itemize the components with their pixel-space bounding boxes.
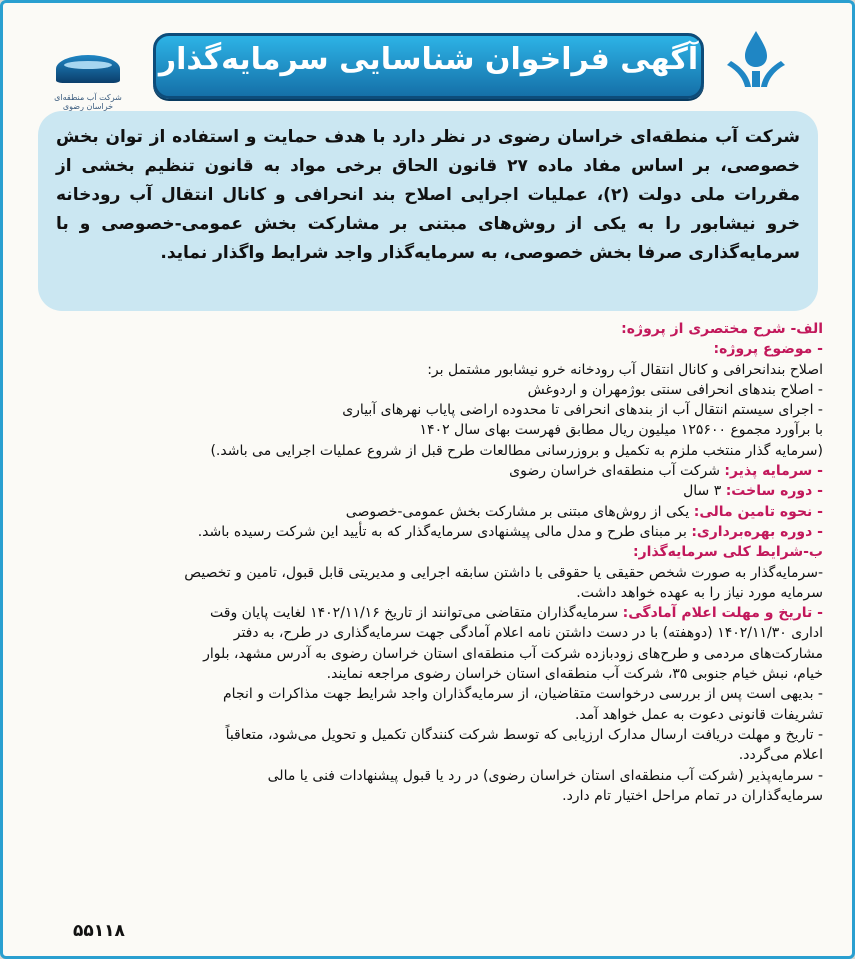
construction-row xyxy=(43,481,823,501)
subject-line: با برآورد مجموع ۱۲۵۶۰۰ میلیون ریال مطابق فهرست بهای سال ۱۴۰۲ xyxy=(419,422,823,439)
financing-row xyxy=(43,502,823,522)
deadline-line: - سرمایه‌پذیر (شرکت آب منطقه‌ای استان خراسان رضوی) در رد یا قبول پیشنهادات فنی یا مالی xyxy=(267,767,823,784)
intro-box xyxy=(38,111,818,311)
deadline-line: سرمایه‌گذاران در تمام مراحل اختیار تام دارد. xyxy=(562,787,823,804)
construction-label: - دوره ساخت: xyxy=(725,483,823,500)
subject-line: - اجرای سیستم انتقال آب از بندهای انحرافی تا محدوده اراضی پایاب نهرهای آبیاری xyxy=(342,402,823,419)
water-drop-hands-icon xyxy=(721,25,791,95)
deadline-line: اعلام می‌گردد. xyxy=(738,747,823,764)
operation-row xyxy=(43,522,823,542)
subject-line: - اصلاح بندهای انحرافی سنتی بوژمهران و اردوغش xyxy=(527,381,823,398)
deadline-line: اداری ۱۴۰۲/۱۱/۳۰ (دوهفته) با در دست داشتن نامه اعلام آمادگی جهت سرمایه‌گذاری در طرح، به دفتر xyxy=(233,625,823,642)
investee-label: - سرمایه پذیر: xyxy=(724,463,823,480)
investee-row xyxy=(43,461,823,481)
company-logo xyxy=(48,29,128,109)
financing-label: - نحوه تامین مالی: xyxy=(693,503,823,520)
deadline-line: - بدیهی است پس از بررسی درخواست متقاضیان، از سرمایه‌گذاران واجد شرایط جهت مذاکرات و انجام xyxy=(223,686,823,703)
section-b-line: -سرمایه‌گذار به صورت شخص حقیقی یا حقوقی با داشتن سابقه اجرایی و مدیریتی قابل قبول، تامین و تخصیص xyxy=(184,564,823,581)
deadline-label: - تاریخ و مهلت اعلام آمادگی: xyxy=(622,605,823,622)
section-a-heading: الف- شرح مختصری از پروژه: xyxy=(621,321,823,337)
intro-text: شرکت آب منطقه‌ای خراسان رضوی در نظر دارد با هدف حمایت و استفاده از توان بخش خصوصی، بر اساس مفاد ماده ۲۷ قانون الحاق برخی مواد به قانون تنظیم بخشی از مقررات ملی دولت (۲)، عملیات اجرایی اصلاح بند انحرافی و کانال انتقال آب رودخانه خرو نیشابور را به یکی از روش‌های مبتنی بر مشارکت بخش عمومی-خصوصی و با سرمایه‌گذاری صرفا بخش خصوصی، به سرمایه‌گذار واجد شرایط واگذار نماید. xyxy=(56,127,800,263)
page-title: آگهی فراخوان شناسایی سرمایه‌گذار xyxy=(158,42,699,77)
deadline-line: - تاریخ و مهلت دریافت ارسال مدارک ارزیابی که توسط شرکت کنندگان تکمیل و تحویل می‌شود، متعاقباً xyxy=(225,726,823,743)
subject-line: اصلاح بندانحرافی و کانال انتقال آب رودخانه خرو نیشابور مشتمل بر: xyxy=(427,361,823,378)
subject-line: (سرمایه گذار منتخب ملزم به تکمیل و بروزرسانی مطالعات طرح قبل از شروع عملیات اجرایی می باشد.) xyxy=(210,442,823,459)
logo-wave-shape xyxy=(56,55,120,83)
deadline-line: مشارکت‌های مردمی و طرح‌های زودبازده شرکت آب منطقه‌ای استان خراسان رضوی به آدرس مشهد، بلوار xyxy=(203,645,823,662)
deadline-line: تشریفات قانونی دعوت به عمل خواهد آمد. xyxy=(574,706,823,723)
logo-caption: شرکت آب منطقه‌ای خراسان رضوی xyxy=(54,93,122,111)
investee-value: شرکت آب منطقه‌ای خراسان رضوی xyxy=(509,463,720,480)
logo-wave-highlight xyxy=(64,61,112,69)
ad-number: ۵۵۱۱۸ xyxy=(73,921,125,941)
deadline-inline: سرمایه‌گذاران متقاضی می‌توانند از تاریخ ۱۴۰۲/۱۱/۱۶ لغایت پایان وقت xyxy=(210,605,619,622)
section-b-line: سرمایه مورد نیاز را به عهده خواهد داشت. xyxy=(576,584,823,601)
operation-label: - دوره بهره‌برداری: xyxy=(691,523,823,540)
announcement-body xyxy=(43,319,823,806)
section-b-heading: ب-شرایط کلی سرمایه‌گذار: xyxy=(632,544,823,561)
construction-value: ۳ سال xyxy=(683,483,722,500)
financing-value: یکی از روش‌های مبتنی بر مشارکت بخش عمومی-خصوصی xyxy=(345,503,690,520)
subject-heading: - موضوع پروژه: xyxy=(713,341,823,358)
title-banner xyxy=(153,33,704,99)
deadline-row xyxy=(43,603,823,623)
operation-value: بر مبنای طرح و مدل مالی پیشنهادی سرمایه‌گذار که به تأیید این شرکت رسیده باشد. xyxy=(197,523,687,540)
deadline-line: خیام، نبش خیام جنوبی ۳۵، شرکت آب منطقه‌ای استان خراسان رضوی مراجعه نمایند. xyxy=(326,666,823,683)
